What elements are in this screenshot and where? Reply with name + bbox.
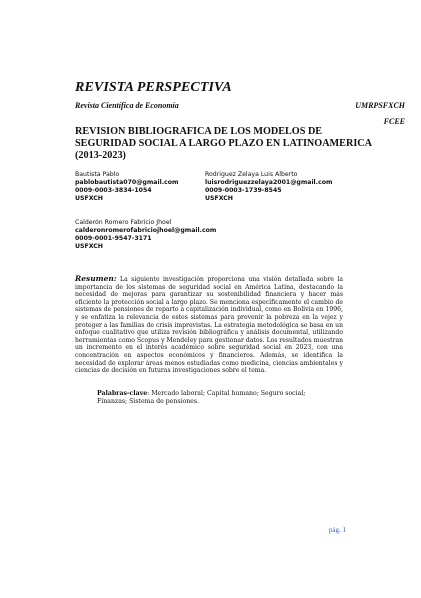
keywords-label: Palabras-clave xyxy=(97,390,148,397)
author-affiliation: USFXCH xyxy=(205,195,233,202)
abstract-text: La siguiente investigación proporciona una visión detallada sobre la importancia de los sistemas de seguridad social en América Latina, destacando la necesidad de mejoras para garantizar su sostenibilidad financiera y hacer más eficiente la protección social a largo plazo. Se menciona específicamente el cambio de sistemas de pensiones de reparto a capitalización individual, como en Bolivia en 1996, y se enfatiza la relevancia de estos sistemas para prevenir la pobreza en la vejez y proteger a las familias de crisis imprevistas. La estrategia metodológica se basa en un enfoque cualitativo que utiliza revisión bibliográfica y análisis documental, utilizando herramientas como Scopus y Mendeley para gestionar datos. Los resultados muestran un incremento en el interés académico sobre seguridad social en 2023, con una concentración en aspectos económicos y financieros. Además, se identifica la necesidad de explorar áreas menos estudiadas como medicina, ciencias ambientales y ciencias de decisión en futuras investigaciones sobre el tema. xyxy=(75,276,343,375)
author-name: Calderón Romero Fabricio Jhoel xyxy=(75,219,172,226)
author-affiliation: USFXCH xyxy=(75,195,103,202)
author-orcid: 0009-0003-1739-8545 xyxy=(205,187,282,194)
author-block xyxy=(205,171,332,203)
journal-subtitle: Revista Científica de Economía xyxy=(75,101,179,110)
author-name: Rodriguez Zelaya Luis Alberto xyxy=(205,171,298,178)
author-email: luisrodriguezzelaya2001@gmail.com xyxy=(205,179,333,186)
author-orcid: 0009-0001-9547-3171 xyxy=(75,235,152,242)
abstract-label: Resumen: xyxy=(75,274,117,283)
author-name: Bautista Pablo xyxy=(75,171,120,178)
paper-title: REVISION BIBLIOGRAFICA DE LOS MODELOS DE SEGURIDAD SOCIAL A LARGO PLAZO EN LATINOAMERICA (2013-2023) xyxy=(75,126,372,161)
author-email: calderonromerofabriciojhoel@gmail.com xyxy=(75,227,217,234)
author-block xyxy=(75,219,216,251)
page-number: pág. 1 xyxy=(328,526,346,534)
journal-title: REVISTA PERSPECTIVA xyxy=(75,80,232,95)
faculty-label: FCEE xyxy=(383,117,405,126)
journal-code: UMRPSFXCH xyxy=(355,101,405,110)
keywords xyxy=(97,390,327,406)
abstract xyxy=(75,275,343,375)
author-block xyxy=(75,171,178,203)
keywords-text: : Mercado laboral; Capital humano; Seguro social; Finanzas; Sistema de pensiones. xyxy=(97,390,306,405)
author-orcid: 0009-0003-3834-1054 xyxy=(75,187,152,194)
author-affiliation: USFXCH xyxy=(75,243,103,250)
author-email: pablobautista070@gmail.com xyxy=(75,179,179,186)
journal-subtitle-row xyxy=(75,101,405,110)
